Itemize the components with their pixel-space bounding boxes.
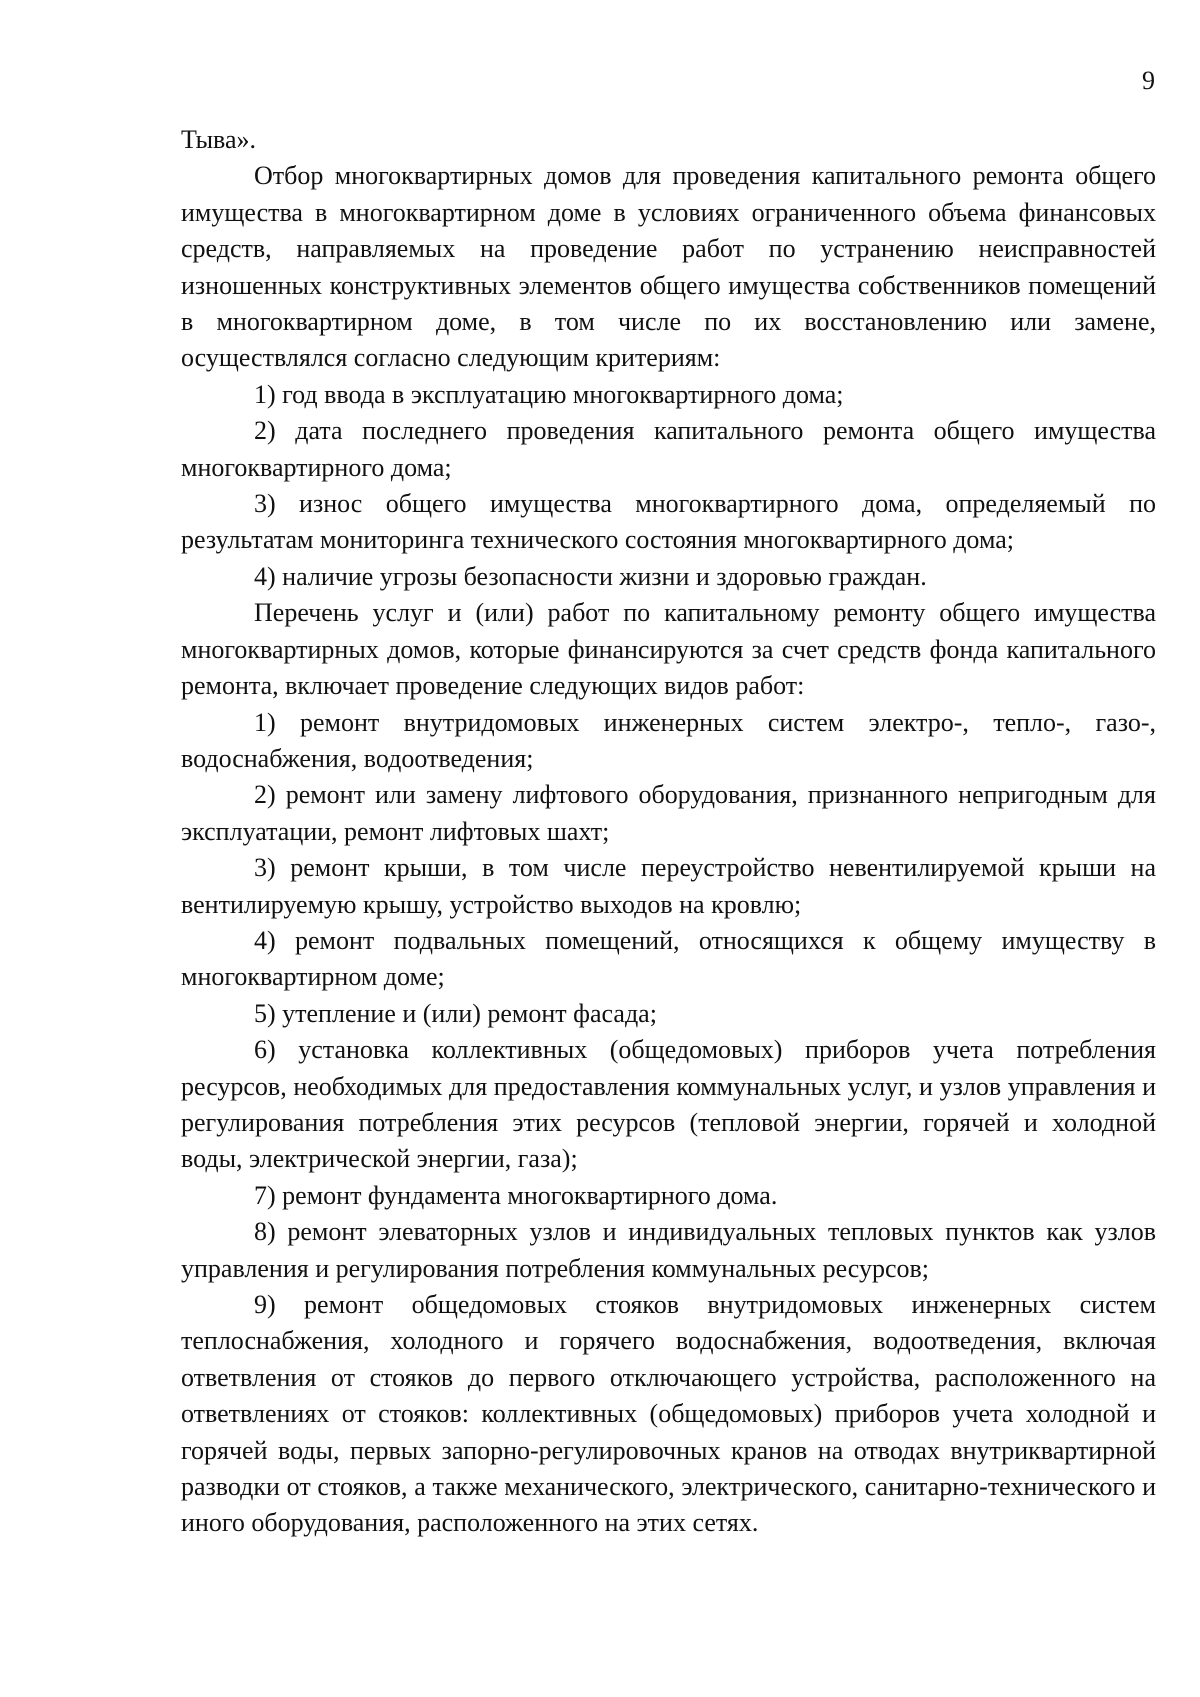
paragraph: 7) ремонт фундамента многоквартирного дома. [254, 1180, 778, 1210]
paragraph: 3) износ общего имущества многоквартирного дома, определяемый по результатам мониторинга технического состояния многоквартирного дома; [181, 489, 1156, 555]
paragraph: 2) ремонт или замену лифтового оборудования, признанного непригодным для эксплуатации, ремонт лифтовых шахт; [181, 780, 1156, 846]
paragraph: 8) ремонт элеваторных узлов и индивидуальных тепловых пунктов как узлов управления и регулирования потребления коммунальных ресурсов; [181, 1217, 1156, 1283]
paragraph: 1) ремонт внутридомовых инженерных систем электро-, тепло-, газо-, водоснабжения, водоотведения; [181, 707, 1156, 773]
paragraph: 5) утепление и (или) ремонт фасада; [254, 998, 657, 1028]
paragraph: Перечень услуг и (или) работ по капитальному ремонту общего имущества многоквартирных домов, которые финансируются за счет средств фонда капитального ремонта, включает проведение следующих видов работ: [181, 598, 1156, 701]
paragraph: 6) установка коллективных (общедомовых) приборов учета потребления ресурсов, необходимых для предоставления коммунальных услуг, и узлов управления и регулирования потребления этих ресурсов (тепловой энергии, горячей и холодной воды, электрической энергии, газа); [181, 1035, 1156, 1174]
paragraph: 3) ремонт крыши, в том числе переустройство невентилируемой крыши на вентилируемую крышу, устройство выходов на кровлю; [181, 853, 1156, 919]
paragraph: 9) ремонт общедомовых стояков внутридомовых инженерных систем теплоснабжения, холодного и горячего водоснабжения, водоотведения, включая ответвления от стояков до первого отключающего устройства, расположенного на ответвлениях от стояков: коллективных (общедомовых) приборов учета холодной и горячей воды, первых запорно-регулировочных кранов на отводах внутриквартирной разводки от стояков, а также механического, электрического, санитарно-технического и иного оборудования, расположенного на этих сетях. [181, 1290, 1156, 1538]
paragraph: 4) наличие угрозы безопасности жизни и здоровью граждан. [254, 561, 927, 591]
paragraph: Отбор многоквартирных домов для проведения капитального ремонта общего имущества в многоквартирном доме в условиях ограниченного объема финансовых средств, направляемых на проведение работ по устранению неисправностей изношенных конструктивных элементов общего имущества собственников помещений в многоквартирном доме, в том числе по их восстановлению или замене, осуществлялся согласно следующим критериям: [181, 161, 1156, 373]
document-body [181, 122, 1156, 1542]
page-number: 9 [1142, 66, 1155, 95]
paragraph: Тыва». [181, 125, 257, 154]
paragraph: 2) дата последнего проведения капитального ремонта общего имущества многоквартирного дома; [181, 416, 1156, 482]
paragraph: 1) год ввода в эксплуатацию многоквартирного дома; [254, 379, 844, 409]
paragraph: 4) ремонт подвальных помещений, относящихся к общему имуществу в многоквартирном доме; [181, 925, 1156, 992]
